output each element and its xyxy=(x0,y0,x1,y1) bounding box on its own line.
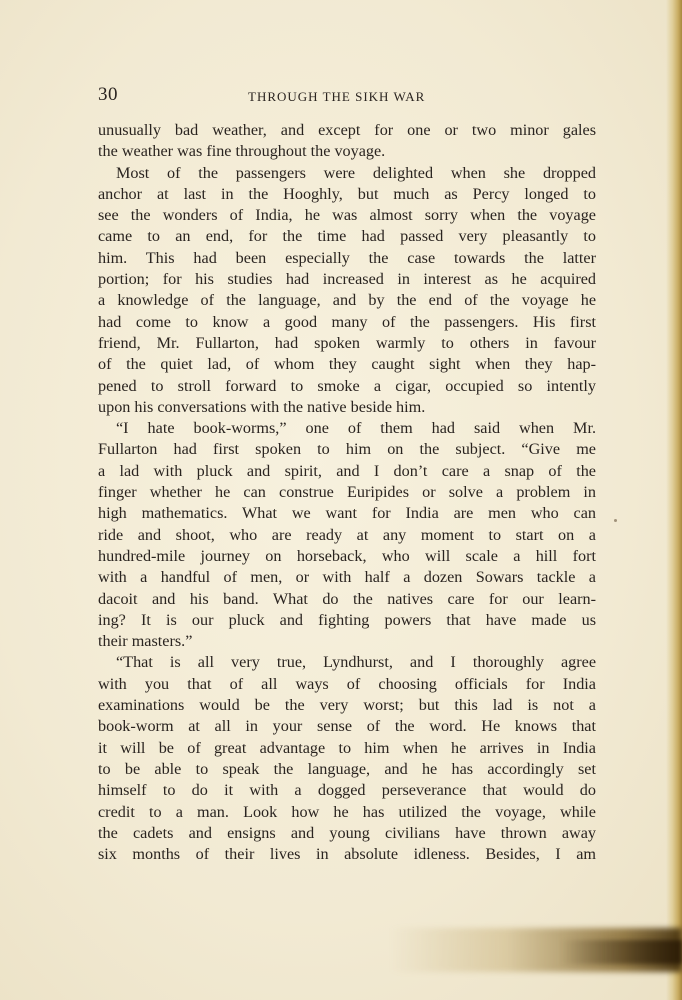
text-line: Fullarton had first spoken to him on the subject. “Give me xyxy=(98,440,596,459)
text-line: had come to know a good many of the passengers. His first xyxy=(98,312,596,331)
text-line: credit to a man. Look how he has utilized the voyage, while xyxy=(98,802,596,821)
text-line: the weather was fine throughout the voyage. xyxy=(98,142,386,161)
text-line: ride and shoot, who are ready at any moment to start on a xyxy=(98,525,596,544)
text-line: finger whether he can construe Euripides or solve a problem in xyxy=(98,483,596,502)
text-line: hundred-mile journey on horseback, who will scale a hill fort xyxy=(98,546,596,565)
text-line: high mathematics. What we want for India are men who can xyxy=(98,504,596,523)
page-bottom-dark-edge xyxy=(560,940,682,964)
text-line: with you that of all ways of choosing officials for India xyxy=(98,674,596,693)
paper-speck xyxy=(614,519,617,522)
text-line: upon his conversations with the native beside him. xyxy=(98,397,426,416)
text-line: a knowledge of the language, and by the end of the voyage he xyxy=(98,291,596,310)
text-line: to be able to speak the language, and he has accordingly set xyxy=(98,759,596,778)
text-line: it will be of great advantage to him when he arrives in India xyxy=(98,738,596,757)
text-line: came to an end, for the time had passed very pleasantly to xyxy=(98,227,596,246)
text-line: pened to stroll forward to smoke a cigar, occupied so intently xyxy=(98,376,596,395)
text-line: “I hate book-worms,” one of them had said when Mr. xyxy=(116,419,596,438)
body-text xyxy=(98,120,596,865)
text-line: him. This had been especially the case towards the latter xyxy=(98,248,596,267)
page-header xyxy=(98,84,596,108)
text-line: dacoit and his band. What do the natives care for our learn- xyxy=(98,589,596,608)
text-line: of the quiet lad, of whom they caught sight when they hap- xyxy=(98,355,596,374)
text-line: “That is all very true, Lyndhurst, and I thoroughly agree xyxy=(116,653,596,672)
text-line: himself to do it with a dogged perseverance that would do xyxy=(98,781,596,800)
running-head: THROUGH THE SIKH WAR xyxy=(248,89,426,104)
page-number: 30 xyxy=(98,84,118,105)
text-line: examinations would be the very worst; but this lad is not a xyxy=(98,696,596,715)
text-line: friend, Mr. Fullarton, had spoken warmly to others in favour xyxy=(98,333,596,352)
text-line: anchor at last in the Hooghly, but much as Percy longed to xyxy=(98,184,596,203)
text-line: with a handful of men, or with half a dozen Sowars tackle a xyxy=(98,568,596,587)
text-line: Most of the passengers were delighted when she dropped xyxy=(116,163,596,182)
text-line: see the wonders of India, he was almost sorry when the voyage xyxy=(98,206,596,225)
text-line: portion; for his studies had increased in interest as he acquired xyxy=(98,270,596,289)
text-line: unusually bad weather, and except for one or two minor gales xyxy=(98,121,596,139)
page-edge-shadow xyxy=(666,0,682,1000)
text-line: book-worm at all in your sense of the word. He knows that xyxy=(98,717,596,736)
text-line: their masters.” xyxy=(98,632,193,651)
text-line: the cadets and ensigns and young civilians have thrown away xyxy=(98,823,596,842)
text-line: ing? It is our pluck and fighting powers that have made us xyxy=(98,610,596,629)
text-line: a lad with pluck and spirit, and I don’t care a snap of the xyxy=(98,461,596,480)
text-line: six months of their lives in absolute idleness. Besides, I am xyxy=(98,845,596,864)
